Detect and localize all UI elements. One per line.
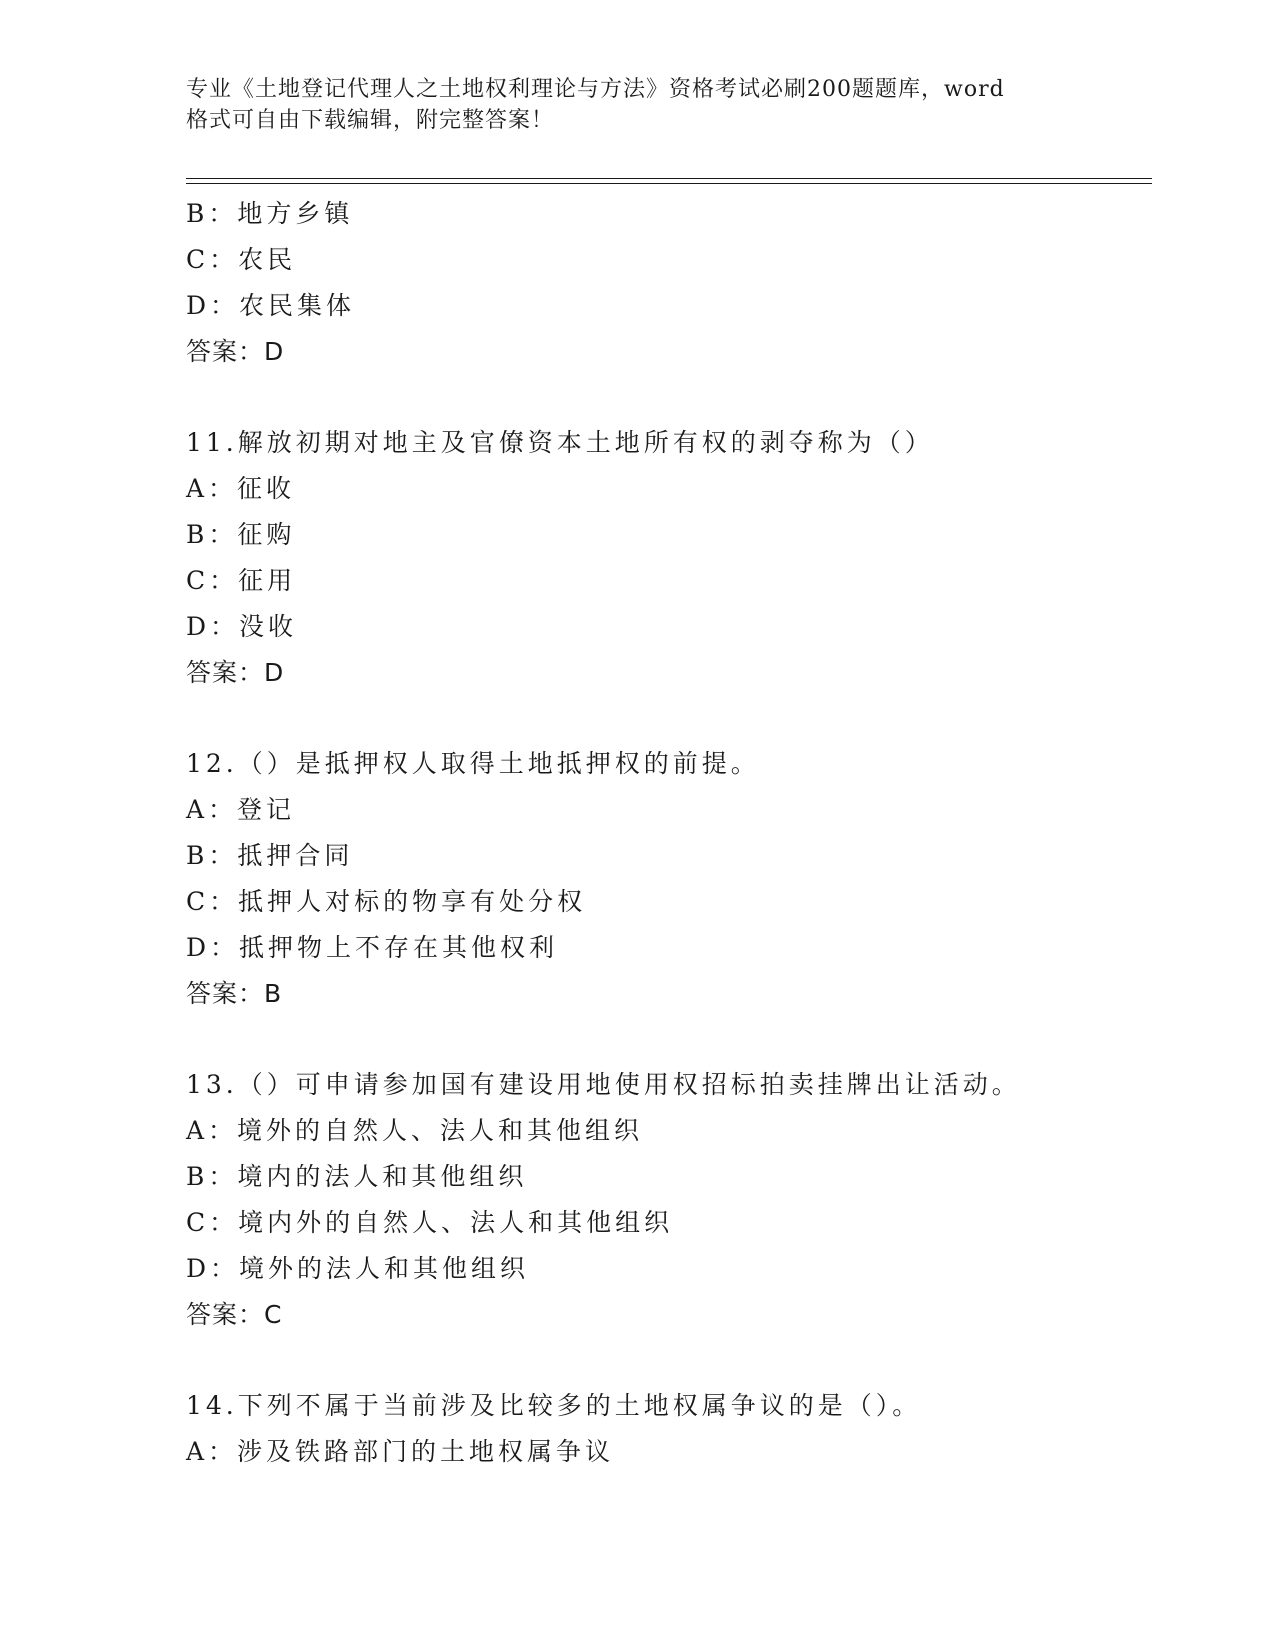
option-a: A：境外的自然人、法人和其他组织	[186, 1116, 644, 1145]
question-stem: 12.（）是抵押权人取得土地抵押权的前提。	[186, 749, 760, 778]
option-a: A：涉及铁路部门的土地权属争议	[186, 1437, 615, 1466]
option-b: B：地方乡镇	[186, 199, 354, 228]
option-a: A：征收	[186, 474, 296, 503]
option-c: C：农民	[186, 245, 297, 274]
option-a: A：登记	[186, 795, 296, 824]
header-rule-top	[186, 178, 1152, 179]
document-header	[186, 74, 1066, 136]
question-14	[186, 1383, 1152, 1475]
option-b: B：境内的法人和其他组织	[186, 1162, 528, 1191]
option-d: D：境外的法人和其他组织	[186, 1254, 530, 1283]
question-stem: 14.下列不属于当前涉及比较多的土地权属争议的是（）。	[186, 1391, 922, 1420]
answer-line: 答案：D	[186, 658, 285, 687]
question-stem: 11.解放初期对地主及官僚资本土地所有权的剥夺称为（）	[186, 428, 934, 457]
option-c: C：境内外的自然人、法人和其他组织	[186, 1208, 674, 1237]
question-13	[186, 1062, 1152, 1338]
answer-line: 答案：D	[186, 337, 285, 366]
option-d: D：抵押物上不存在其他权利	[186, 933, 559, 962]
question-12	[186, 741, 1152, 1017]
question-stem: 13.（）可申请参加国有建设用地使用权招标拍卖挂牌出让活动。	[186, 1070, 1021, 1099]
question-list	[186, 191, 1152, 1475]
option-c: C：征用	[186, 566, 297, 595]
question-11	[186, 420, 1152, 696]
answer-line: 答案：B	[186, 979, 283, 1008]
header-line-1: 专业《土地登记代理人之土地权利理论与方法》资格考试必刷200题题库，word	[186, 77, 1005, 102]
option-b: B：征购	[186, 520, 296, 549]
option-b: B：抵押合同	[186, 841, 354, 870]
header-rule-bottom	[186, 183, 1152, 184]
answer-line: 答案：C	[186, 1300, 283, 1329]
option-d: D：农民集体	[186, 291, 356, 320]
option-c: C：抵押人对标的物享有处分权	[186, 887, 587, 916]
header-line-2: 格式可自由下载编辑，附完整答案！	[186, 108, 555, 133]
question-continued	[186, 191, 1152, 375]
option-d: D：没收	[186, 612, 298, 641]
